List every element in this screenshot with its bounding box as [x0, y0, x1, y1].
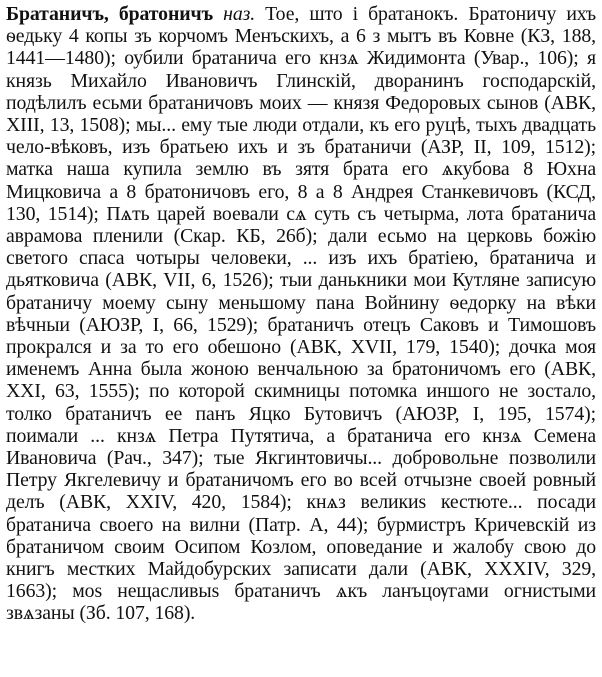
entry-headword: Братаничъ, братоничъ	[6, 3, 214, 25]
entry-definition: Тое, што і братанокъ.	[255, 3, 469, 25]
dictionary-entry	[6, 3, 596, 625]
entry-citations: Братоничу ихъ ѳедьку 4 копы зъ корчомъ Менъскихъ, а 6 з мытъ въ Ковне (КЗ, 188, 1441—1480); оубили братанича его кнзѧ Жидимонта (Увар., 106); я князь Михайло Ивановичъ Глинскій, дворанинъ господарскій, подѣлилъ есьми братаничовъ моих — князя Федоровых сынов (АВК, XIII, 13, 1508); мы... ему тые люди отдали, къ его руцѣ, тыхъ двадцать чело-вѣковъ, изъ братьею ихъ и зъ братаничи (АЗР, II, 109, 1512); матка наша купила землю въ зятя брата его ѧкубова 8 Юхна Мицковича а 8 братоничовъ его, 8 а 8 Андрея Станкевичовъ (КСД, 130, 1514); Пѧть царей воевали сѧ суть съ четырма, лота братанича аврамова пленили (Скар. КБ, 26б); дали есьмо на церковь божію светого спаса чотыры человеки, ... изъ ихъ братіею, братанича и дьятковича (АВК, VII, 6, 1526); тыи данькники мои Кутляне записую братаничу моему сыну меньшому пана Войнину ѳедорку на вѣки вѣчныи (АЮЗР, I, 66, 1529); братаничъ отецъ Саковъ и Тимошовъ прокрался и за то его обешоно (АВК, XVII, 179, 1540); дочка моя именемъ Анна была жоною венчальною за братоничомъ его (АВК, XXI, 63, 1555); по которой скимницы потомка иншого не зостало, толко братаничъ ее панъ Яцко Бутовичъ (АЮЗР, I, 195, 1574); поимали ... кнзѧ Петра Путятича, а братанича его кнзѧ Семена Ивановича (Рач., 347); тые Якгинтовичы... добровольне позволили Петру Якгелевичу и братаничомъ его во всей отчызне своей ровный делъ (АВК, XXIV, 420, 1584); кнѧз великиѕ кестюте... посади братанича своего на вилни (Патр. А, 44); бурмистръ Кричевскій из братаничом своим Осипом Козлом, оповедание и жалобу свою до книгъ местких Майдобурских записати дали (АВК, XXXIV, 329, 1663); моѕ нещасливыѕ братаничъ ѧкъ ланъцѹгами огнистыми звѧзаны (Зб. 107, 168).	[6, 3, 596, 625]
grammar-label: наз.	[223, 3, 256, 25]
